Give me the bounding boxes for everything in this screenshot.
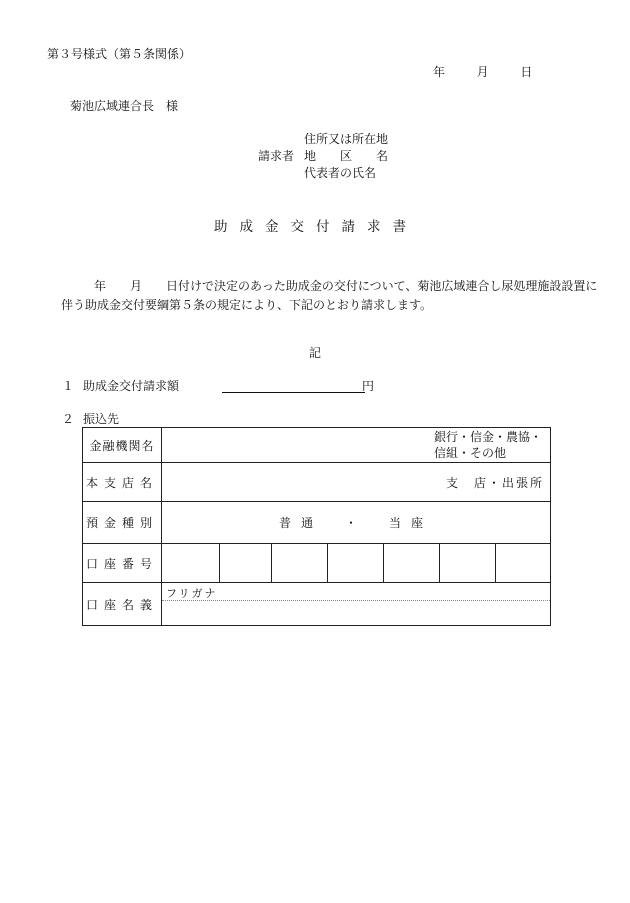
date-month: 月 [476,65,489,79]
account-name-label: 口座名義 [83,583,162,626]
branch-types: 支 店・出張所 [445,475,544,490]
bank-types-line2: 信組・その他 [434,446,507,460]
form-number: 第３号様式（第５条関係） [47,47,192,61]
deposit-type-label: 預金種別 [83,502,162,544]
account-digit-1[interactable] [162,544,220,583]
account-digit-3[interactable] [272,544,328,583]
addressee: 菊池広域連合長 様 [70,99,179,113]
branch-label: 本支店名 [83,463,162,502]
deposit-options: 普通 ・ 当座 [278,516,433,530]
requester-address: 住所又は所在地 [304,132,389,146]
item1-label: 助成金交付請求額 [83,379,180,393]
account-name-field[interactable] [162,583,551,626]
account-number-row [83,544,551,583]
branch-row [83,463,551,502]
item2-label: 振込先 [83,412,120,426]
account-digit-2[interactable] [220,544,272,583]
item1-number: １ [62,379,75,393]
account-name-row [83,583,551,626]
requester-district: 地 区 名 [304,149,389,163]
yen-unit: 円 [362,379,375,393]
item2-number: ２ [62,412,75,426]
bank-types-line1: 銀行・信金・農協・ [434,430,543,444]
body-text-line1: 年 月 日付けで決定のあった助成金の交付について、菊池広域連合し尿処理施設設置に [94,279,598,293]
bank-name-label: 金融機関名 [83,428,162,463]
document-title: 助成金交付請求書 [214,219,418,235]
account-digit-5[interactable] [384,544,440,583]
branch-field[interactable] [162,463,551,502]
ki-heading: 記 [309,346,322,360]
account-digit-4[interactable] [328,544,384,583]
date-day: 日 [520,65,533,79]
bank-name-field[interactable] [162,428,551,463]
amount-input-line[interactable] [222,392,365,393]
account-number-label: 口座番号 [83,544,162,583]
account-digit-6[interactable] [440,544,496,583]
date-field [433,66,532,78]
date-year: 年 [433,65,446,79]
body-text-line2: 伴う助成金交付要綱第５条の規定により、下記のとおり請求します。 [61,298,433,312]
requester-representative: 代表者の氏名 [304,166,377,180]
deposit-row [83,502,551,544]
account-digit-7[interactable] [496,544,551,583]
bank-transfer-table [82,427,551,626]
furigana-divider [162,600,550,601]
requester-label: 請求者 [258,149,295,163]
bank-name-row [83,428,551,463]
furigana-label: フリガナ [166,587,218,600]
deposit-type-field[interactable] [162,502,551,544]
